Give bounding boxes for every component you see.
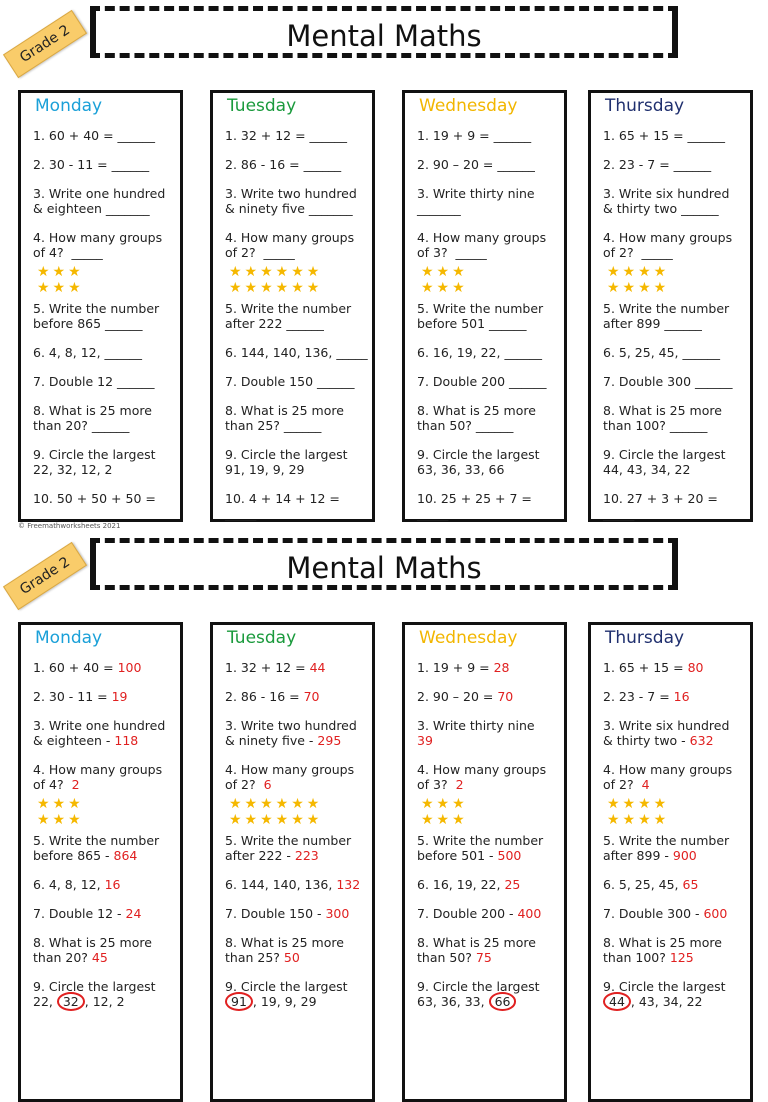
question-5: 5. Write the number after 899 ______ <box>603 301 730 331</box>
question-5: 5. Write the number before 501 - 500 <box>417 833 544 863</box>
question-10: 10. 27 + 3 + 20 = _____ <box>603 491 722 521</box>
question-10: 10. 50 + 50 + 50 = ____ <box>33 491 160 521</box>
answer-value: 864 <box>113 848 138 863</box>
question-1: 1. 19 + 9 = ______ <box>417 128 532 143</box>
page-title: Mental Maths <box>286 19 482 53</box>
day-name: Wednesday <box>419 628 518 648</box>
question-1: 1. 32 + 12 = ______ <box>225 128 348 143</box>
answer-value: 50 <box>283 950 300 965</box>
question-3: 3. Write two hundred & ninety five _______ <box>225 186 357 216</box>
answer-value: 632 <box>689 733 714 748</box>
question-2: 2. 90 – 20 = ______ <box>417 157 535 172</box>
question-6: 6. 5, 25, 45, 65 <box>603 877 699 892</box>
question-5: 5. Write the number before 865 - 864 <box>33 833 160 863</box>
question-9: 9. Circle the largest 63, 36, 33, 66 <box>417 979 540 1009</box>
question-8: 8. What is 25 more than 20? ______ <box>33 403 152 433</box>
question-9: 9. Circle the largest 22, 32, 12, 2 <box>33 447 156 477</box>
day-name: Monday <box>35 628 103 648</box>
day-card-monday <box>18 90 183 522</box>
question-10: 10. 4 + 14 + 12 = _____ <box>225 491 344 521</box>
question-1: 1. 65 + 15 = 80 <box>603 660 704 675</box>
question-6: 6. 4, 8, 12, 16 <box>33 877 121 892</box>
question-8: 8. What is 25 more than 20? 45 <box>33 935 152 965</box>
question-9: 9. Circle the largest 44, 43, 34, 22 <box>603 447 726 477</box>
answer-value: 900 <box>672 848 697 863</box>
answer-value: 400 <box>517 906 542 921</box>
day-card-thursday <box>588 90 753 522</box>
question-1: 1. 60 + 40 = 100 <box>33 660 142 675</box>
answer-value: 25 <box>504 877 521 892</box>
question-4: 4. How many groups of 3? 2 <box>417 762 547 792</box>
question-6: 6. 4, 8, 12, ______ <box>33 345 143 360</box>
circled-answer: 32 <box>57 992 85 1011</box>
page-title-answers: Mental Maths <box>286 551 482 585</box>
question-5: 5. Write the number after 222 - 223 <box>225 833 352 863</box>
answer-value: 44 <box>309 660 326 675</box>
question-4: 4. How many groups of 2? 6 <box>225 762 355 792</box>
answer-value: 80 <box>687 660 704 675</box>
question-4: 4. How many groups of 2? _____ <box>225 230 355 260</box>
day-name: Tuesday <box>227 96 297 116</box>
question-7: 7. Double 200 ______ <box>417 374 547 389</box>
question-2: 2. 86 - 16 = 70 <box>225 689 320 704</box>
answer-value: 223 <box>294 848 319 863</box>
star-row-icon: ★★★ <box>421 264 468 280</box>
star-row-icon: ★★★ <box>421 812 468 828</box>
day-card-tuesday <box>210 622 375 1102</box>
answer-value: 125 <box>669 950 694 965</box>
question-7: 7. Double 12 - 24 <box>33 906 142 921</box>
day-name: Wednesday <box>419 96 518 116</box>
answer-value: 16 <box>673 689 690 704</box>
worksheet-questions <box>0 0 768 532</box>
circled-answer: 91 <box>225 992 253 1011</box>
title-banner-answers <box>90 538 678 590</box>
question-4: 4. How many groups of 4? 2 <box>33 762 163 792</box>
answer-value: 45 <box>91 950 108 965</box>
question-7: 7. Double 300 ______ <box>603 374 733 389</box>
question-2: 2. 86 - 16 = ______ <box>225 157 342 172</box>
worksheet-answers <box>0 532 768 1064</box>
answer-value: 70 <box>497 689 514 704</box>
answer-value: 28 <box>493 660 510 675</box>
answer-value: 600 <box>703 906 728 921</box>
question-3: 3. Write two hundred & ninety five - 295 <box>225 718 357 748</box>
grade-tag-answers: Grade 2 <box>3 542 87 610</box>
day-name: Thursday <box>605 96 685 116</box>
question-6: 6. 144, 140, 136, 132 <box>225 877 361 892</box>
answer-value: 500 <box>497 848 522 863</box>
question-3: 3. Write thirty nine _______ <box>417 186 535 216</box>
star-row-icon: ★★★ <box>37 264 84 280</box>
day-card-wednesday <box>402 622 567 1102</box>
question-5: 5. Write the number after 222 ______ <box>225 301 352 331</box>
answer-value: 100 <box>117 660 142 675</box>
star-row-icon: ★★★★★★ <box>229 280 323 296</box>
question-5: 5. Write the number before 865 ______ <box>33 301 160 331</box>
question-1: 1. 19 + 9 = 28 <box>417 660 510 675</box>
question-7: 7. Double 12 ______ <box>33 374 155 389</box>
question-4: 4. How many groups of 2? _____ <box>603 230 733 260</box>
day-card-thursday <box>588 622 753 1102</box>
question-3: 3. Write one hundred & eighteen _______ <box>33 186 166 216</box>
question-5: 5. Write the number after 899 - 900 <box>603 833 730 863</box>
question-1: 1. 65 + 15 = ______ <box>603 128 726 143</box>
question-4: 4. How many groups of 4? _____ <box>33 230 163 260</box>
question-3: 3. Write six hundred & thirty two - 632 <box>603 718 730 748</box>
answer-value: 19 <box>111 689 128 704</box>
star-row-icon: ★★★★ <box>607 812 670 828</box>
star-row-icon: ★★★★ <box>607 264 670 280</box>
question-7: 7. Double 300 - 600 <box>603 906 728 921</box>
question-2: 2. 23 - 7 = ______ <box>603 157 712 172</box>
question-8: 8. What is 25 more than 100? 125 <box>603 935 722 965</box>
grade-tag: Grade 2 <box>3 10 87 78</box>
answer-value: 24 <box>125 906 142 921</box>
day-name: Thursday <box>605 628 685 648</box>
question-3: 3. Write six hundred & thirty two ______ <box>603 186 730 216</box>
star-row-icon: ★★★★★★ <box>229 812 323 828</box>
day-name: Tuesday <box>227 628 297 648</box>
answer-value: 75 <box>475 950 492 965</box>
star-row-icon: ★★★ <box>421 796 468 812</box>
answer-value: 39 <box>417 733 433 748</box>
question-1: 1. 60 + 40 = ______ <box>33 128 156 143</box>
question-9: 9. Circle the largest 44 , 43, 34, 22 <box>603 979 726 1009</box>
question-8: 8. What is 25 more than 25? ______ <box>225 403 344 433</box>
title-banner <box>90 6 678 58</box>
question-4: 4. How many groups of 3? _____ <box>417 230 547 260</box>
question-9: 9. Circle the largest 91 , 19, 9, 29 <box>225 979 348 1009</box>
question-2: 2. 23 - 7 = 16 <box>603 689 690 704</box>
question-10: 10. 25 + 25 + 7 = _____ <box>417 491 536 521</box>
answer-value: 132 <box>336 877 361 892</box>
star-row-icon: ★★★★★★ <box>229 796 323 812</box>
question-2: 2. 90 – 20 = 70 <box>417 689 514 704</box>
star-row-icon: ★★★★★★ <box>229 264 323 280</box>
question-6: 6. 16, 19, 22, ______ <box>417 345 542 360</box>
answer-value: 118 <box>114 733 139 748</box>
answer-value: 2 <box>71 777 80 792</box>
question-3: 3. Write thirty nine 39 <box>417 718 535 748</box>
question-8: 8. What is 25 more than 100? ______ <box>603 403 722 433</box>
star-row-icon: ★★★ <box>37 280 84 296</box>
question-6: 6. 5, 25, 45, ______ <box>603 345 721 360</box>
question-6: 6. 144, 140, 136, _____ <box>225 345 368 360</box>
answer-value: 70 <box>303 689 320 704</box>
question-7: 7. Double 150 ______ <box>225 374 355 389</box>
question-9: 9. Circle the largest 22, 32 , 12, 2 <box>33 979 156 1009</box>
question-1: 1. 32 + 12 = 44 <box>225 660 326 675</box>
question-2: 2. 30 - 11 = 19 <box>33 689 128 704</box>
question-8: 8. What is 25 more than 25? 50 <box>225 935 344 965</box>
star-row-icon: ★★★ <box>37 796 84 812</box>
star-row-icon: ★★★ <box>37 812 84 828</box>
question-5: 5. Write the number before 501 ______ <box>417 301 544 331</box>
question-7: 7. Double 200 - 400 <box>417 906 542 921</box>
question-4: 4. How many groups of 2? 4 <box>603 762 733 792</box>
answer-value: 4 <box>641 777 650 792</box>
star-row-icon: ★★★ <box>421 280 468 296</box>
question-9: 9. Circle the largest 91, 19, 9, 29 <box>225 447 348 477</box>
star-row-icon: ★★★★ <box>607 280 670 296</box>
day-name: Monday <box>35 96 103 116</box>
copyright-text: © Freemathworksheets 2021 <box>18 522 121 530</box>
answer-value: 2 <box>455 777 464 792</box>
answer-value: 6 <box>263 777 272 792</box>
answer-value: 300 <box>325 906 350 921</box>
circled-answer: 44 <box>603 992 631 1011</box>
star-row-icon: ★★★★ <box>607 796 670 812</box>
day-card-wednesday <box>402 90 567 522</box>
answer-value: 16 <box>104 877 121 892</box>
question-2: 2. 30 - 11 = ______ <box>33 157 150 172</box>
question-8: 8. What is 25 more than 50? 75 <box>417 935 536 965</box>
circled-answer: 66 <box>489 992 517 1011</box>
day-card-tuesday <box>210 90 375 522</box>
answer-value: 65 <box>682 877 699 892</box>
question-9: 9. Circle the largest 63, 36, 33, 66 <box>417 447 540 477</box>
day-card-monday <box>18 622 183 1102</box>
question-6: 6. 16, 19, 22, 25 <box>417 877 521 892</box>
question-3: 3. Write one hundred & eighteen - 118 <box>33 718 166 748</box>
answer-value: 295 <box>317 733 342 748</box>
question-7: 7. Double 150 - 300 <box>225 906 350 921</box>
question-8: 8. What is 25 more than 50? ______ <box>417 403 536 433</box>
